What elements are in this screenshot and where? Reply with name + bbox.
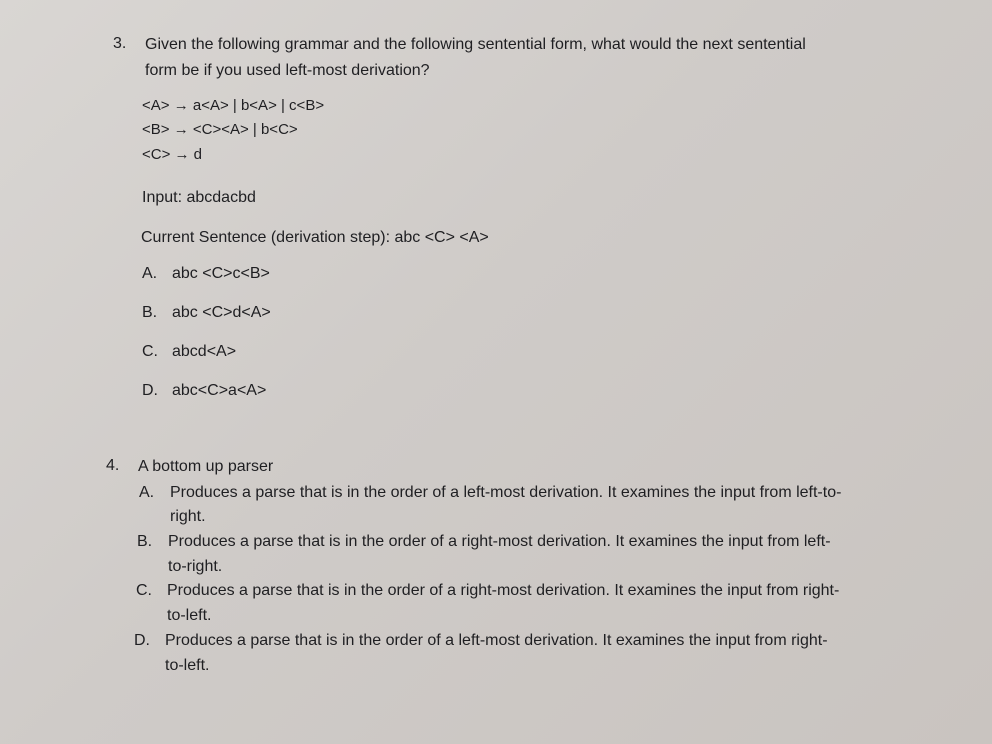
grammar-rule-a: <A> → a<A> | b<A> | c<B> <box>142 97 325 114</box>
q4-option-d-letter: D. <box>134 632 150 649</box>
q3-option-c-text: abcd<A> <box>172 343 237 360</box>
q4-option-b-line2: to-right. <box>168 558 223 575</box>
q3-current-sentence: Current Sentence (derivation step): abc <C> <A> <box>141 229 489 246</box>
q3-option-c-letter: C. <box>142 343 158 360</box>
q3-option-d-text: abc<C>a<A> <box>172 382 267 399</box>
q3-prompt-line1: Given the following grammar and the following sentential form, what would the next sentential <box>145 36 806 53</box>
q4-option-a-line1: Produces a parse that is in the order of a left-most derivation. It examines the input from left-to- <box>170 484 842 501</box>
q4-option-d-line2: to-left. <box>165 657 210 674</box>
q3-option-b <box>142 303 271 323</box>
grammar-rule-b: <B> → <C><A> | b<C> <box>142 121 298 138</box>
grammar-rule-c: <C> → d <box>142 146 203 163</box>
q3-option-b-letter: B. <box>142 304 158 321</box>
q4-option-b-letter: B. <box>137 533 153 550</box>
q4-option-c-line1: Produces a parse that is in the order of a right-most derivation. It examines the input from right- <box>167 582 840 599</box>
q3-option-c <box>142 342 237 362</box>
q4-number: 4. <box>106 457 120 474</box>
q3-prompt-line2: form be if you used left-most derivation? <box>145 62 430 79</box>
q3-option-b-text: abc <C>d<A> <box>172 304 271 321</box>
q3-option-d-letter: D. <box>142 382 158 399</box>
q4-prompt: A bottom up parser <box>138 458 274 475</box>
q3-option-a-letter: A. <box>142 265 158 282</box>
q4-option-a-letter: A. <box>139 484 155 501</box>
q3-input: Input: abcdacbd <box>142 189 256 206</box>
q3-option-d <box>142 381 267 401</box>
q4-option-a-line2: right. <box>170 508 206 525</box>
q4-option-c-letter: C. <box>136 582 152 599</box>
q4-option-b-line1: Produces a parse that is in the order of a right-most derivation. It examines the input from left- <box>168 533 831 550</box>
q3-option-a <box>142 264 270 284</box>
q3-number: 3. <box>113 35 127 52</box>
q4-option-d-line1: Produces a parse that is in the order of a left-most derivation. It examines the input from right- <box>165 632 828 649</box>
q3-option-a-text: abc <C>c<B> <box>172 265 270 282</box>
q4-option-c-line2: to-left. <box>167 607 212 624</box>
